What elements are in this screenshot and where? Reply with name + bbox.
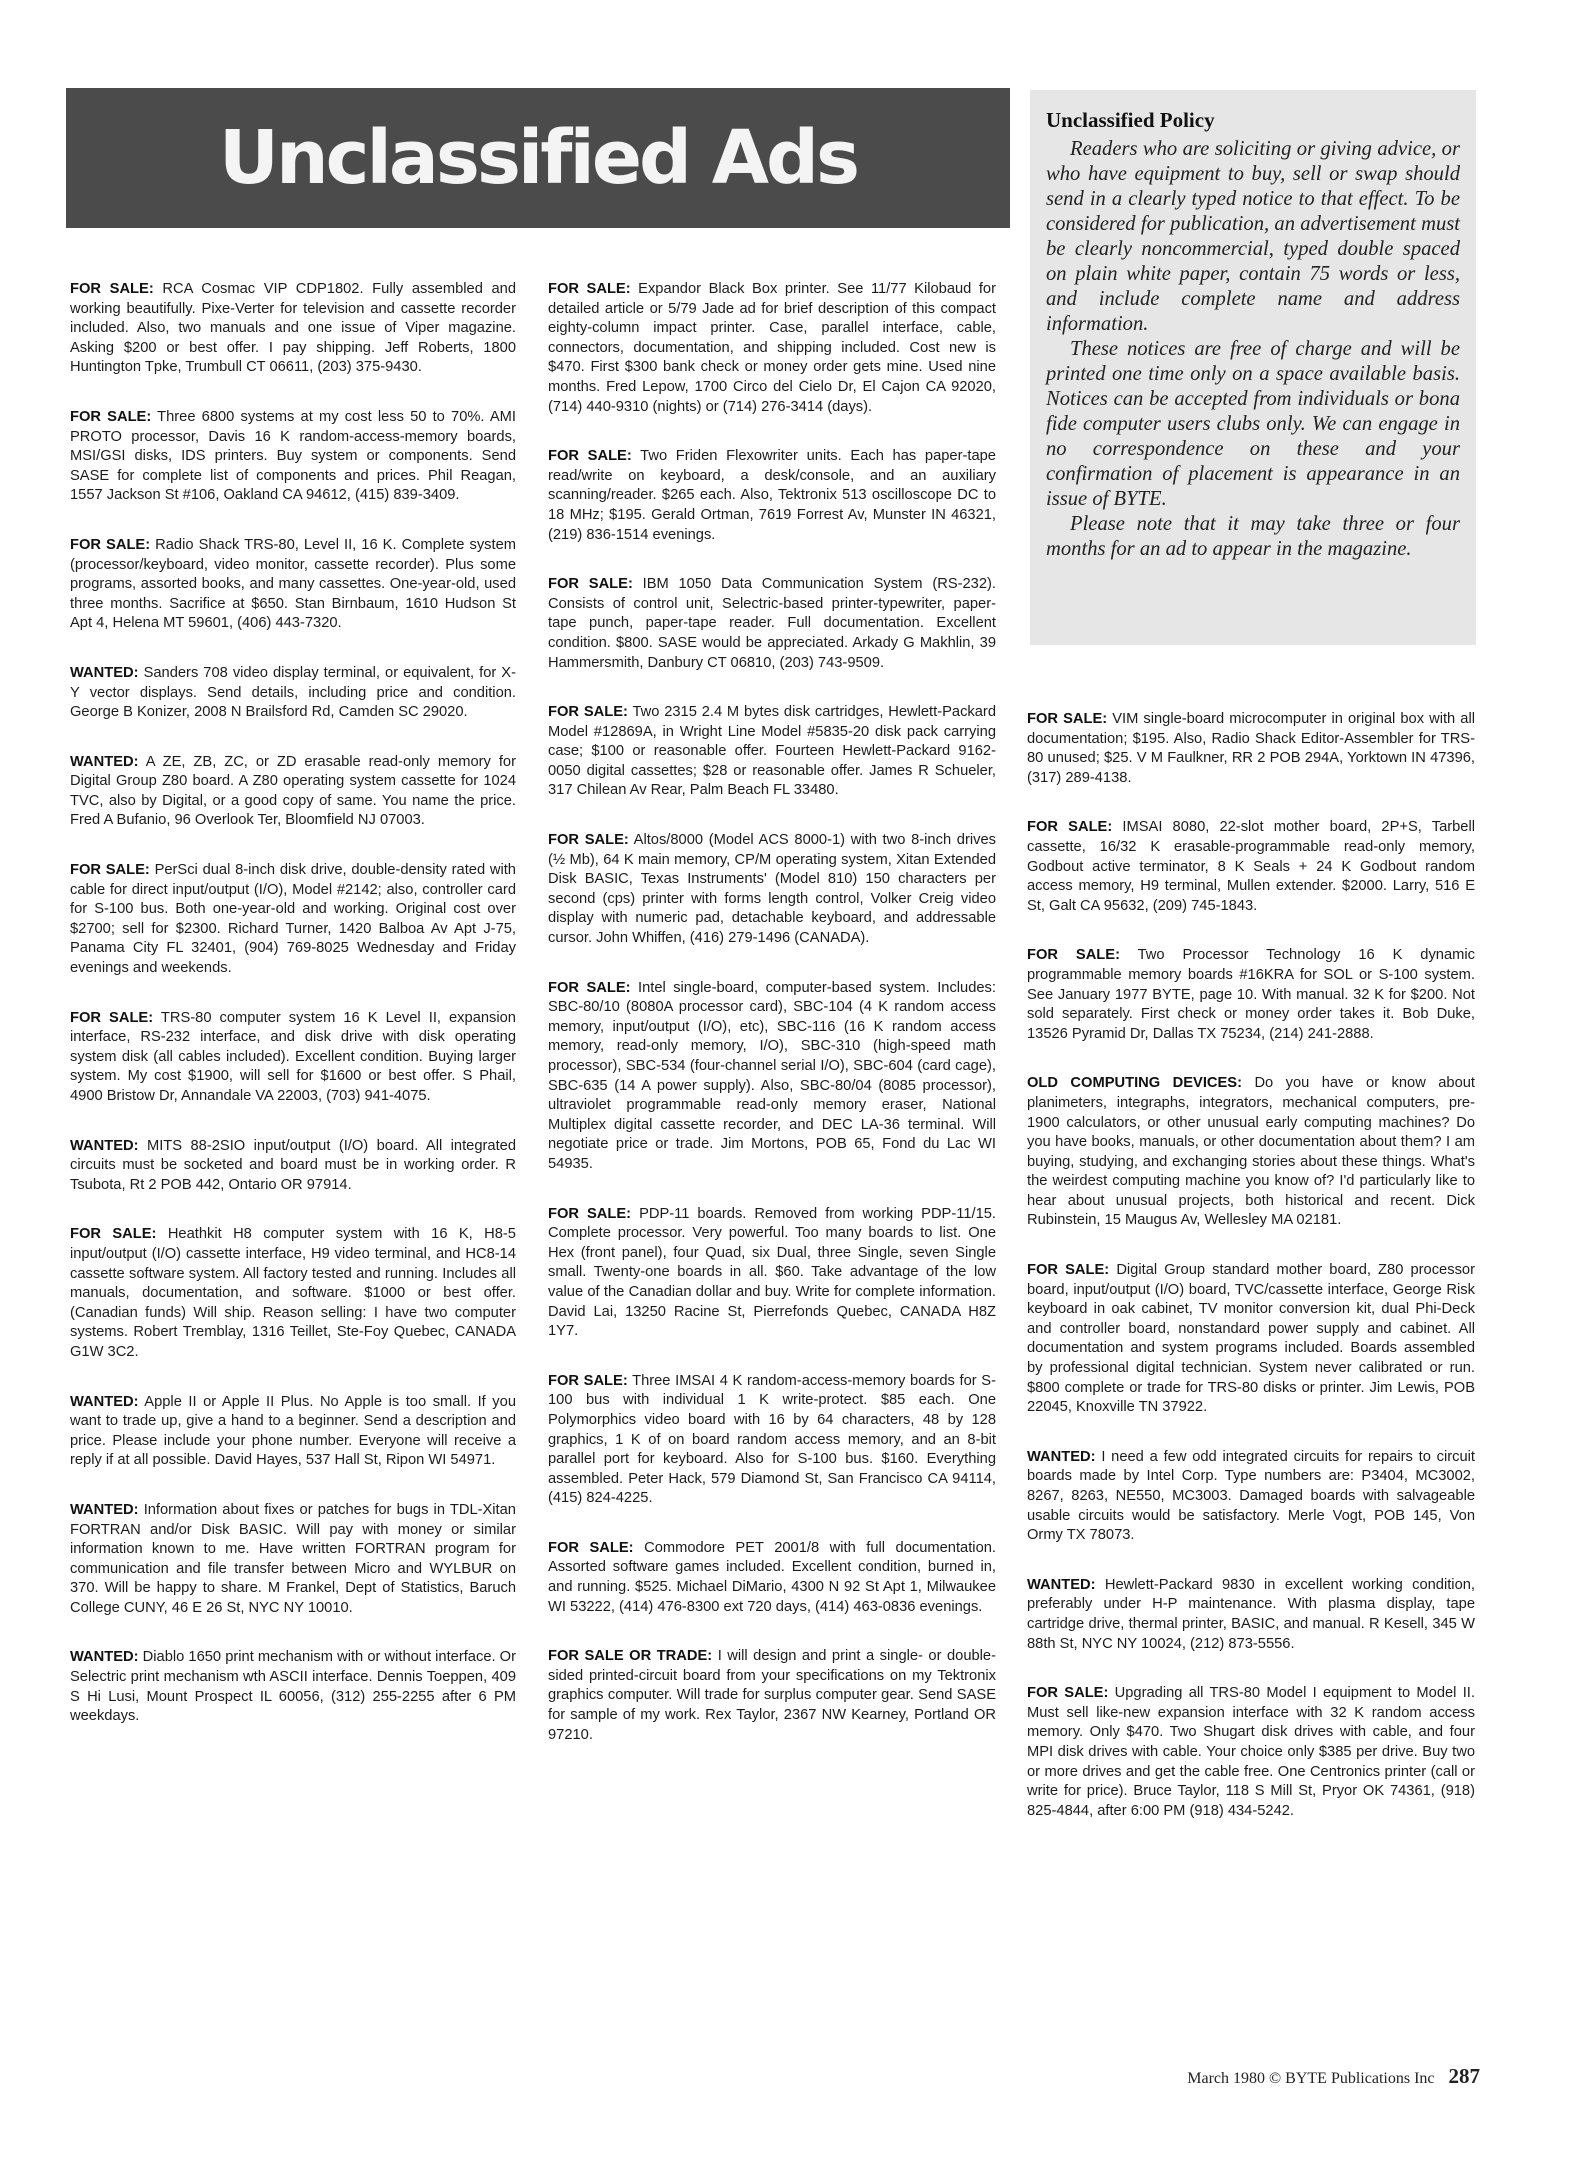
ad-body: Upgrading all TRS-80 Model I equipment to Model II. Must sell like-new expansion interface with 32 K random access memory. Only $470. Two Shugart disk drives with cable, and four MPI disk drives with cable. Your choice only $385 per drive. Buy two or more drives and get the cable free. One Centronics printer (call or write for price). Bruce Taylor, 118 S Mill St, Pryor OK 74361, (918) 825-4844, after 6:00 PM (918) 434-5242. xyxy=(1027,1685,1475,1819)
ad-listing xyxy=(548,1647,996,1745)
ad-type: FOR SALE: xyxy=(548,979,631,996)
ad-body: VIM single-board microcomputer in original box with all documentation; $195. Also, Radio Shack Editor-Assembler for TRS-80 unused; $25. V M Faulkner, RR 2 POB 294A, Yorktown IN 47396, (317) 289-4138. xyxy=(1027,711,1475,786)
page-footer xyxy=(1100,2064,1480,2089)
ad-listing xyxy=(548,1372,996,1509)
ad-body: Three IMSAI 4 K random-access-memory boards for S-100 bus with individual 1 K write-protect. $85 each. One Polymorphics video board with 16 by 64 characters, 48 by 128 graphics, 1 K of on board random access memory, and an 8-bit parallel port for keyboard. Also for S-100 bus. $160. Everything assembled. Peter Hack, 579 Diamond St, San Francisco CA 94114, (415) 824-4225. xyxy=(548,1372,996,1507)
ad-listing xyxy=(548,280,996,417)
ad-type: FOR SALE: xyxy=(1027,1685,1109,1702)
page-number: 287 xyxy=(1448,2064,1480,2088)
ad-listing xyxy=(548,979,996,1175)
ads-column-3 xyxy=(1027,710,1475,1851)
ad-type: FOR SALE: xyxy=(548,448,632,465)
ad-type: WANTED: xyxy=(1027,1448,1096,1465)
ad-type: WANTED: xyxy=(70,753,139,770)
ad-type: FOR SALE OR TRADE: xyxy=(548,1648,713,1665)
ad-type: WANTED: xyxy=(70,1649,139,1666)
ad-listing xyxy=(70,280,516,378)
ads-column-2 xyxy=(548,280,996,1775)
ad-body: MITS 88-2SIO input/output (I/O) board. All integrated circuits must be socketed and board must be in working order. R Tsubota, Rt 2 POB 442, Ontario OR 97914. xyxy=(70,1137,516,1193)
ad-listing xyxy=(70,1648,516,1726)
ad-type: FOR SALE: xyxy=(70,1009,154,1026)
ad-body: Radio Shack TRS-80, Level II, 16 K. Complete system (processor/keyboard, video monitor, cassette recorder). Plus some programs, assorted books, and many cassettes. One-year-old, used three months. Sacrifice at $650. Stan Birnbaum, 1610 Hudson St Apt 4, Helena MT 59601, (406) 443-7320. xyxy=(70,536,516,632)
ad-type: FOR SALE: xyxy=(1027,1262,1110,1279)
ad-type: WANTED: xyxy=(70,1501,139,1518)
ad-body: Two Friden Flexowriter units. Each has paper-tape read/write on keyboard, a desk/console, and an auxiliary scanning/reader. $265 each. Also, Tektronix 513 oscilloscope DC to 18 MHz; $195. Gerald Ortman, 7619 Forrest Av, Munster IN 46321, (219) 836-1514 evenings. xyxy=(548,448,996,543)
ad-listing xyxy=(70,1009,516,1107)
ad-body: RCA Cosmac VIP CDP1802. Fully assembled and working beautifully. Pixe-Verter for television and cassette recorder included. Also, two manuals and one issue of Viper magazine. Asking $200 or best offer. I pay shipping. Jeff Roberts, 1800 Huntington Tpke, Trumbull CT 06611, (203) 375-9430. xyxy=(70,281,517,376)
footer-credit: March 1980 © BYTE Publications Inc xyxy=(1187,2070,1435,2087)
policy-paragraph: These notices are free of charge and will be printed one time only on a space available basis. Notices can be accepted from individuals or bona fide computer users clubs only. We can engage in no correspondence on these and your confirmation of placement is appearance in an issue of BYTE. xyxy=(1046,338,1460,510)
ad-type: FOR SALE: xyxy=(1027,711,1108,727)
ad-listing xyxy=(70,861,516,979)
ad-type: FOR SALE: xyxy=(70,408,152,425)
ad-type: FOR SALE: xyxy=(70,536,151,553)
ad-type: FOR SALE: xyxy=(1027,819,1113,836)
ad-body: Commodore PET 2001/8 with full documentation. Assorted software games included. Excellent condition, burned in, and running. $525. Michael DiMario, 4300 N 92 St Apt 1, Milwaukee WI 53222, (414) 476-8300 ext 720 days, (414) 463-0836 evenings. xyxy=(548,1539,996,1615)
ad-listing xyxy=(70,1501,516,1619)
ad-body: I will design and print a single- or double-sided printed-circuit board from your specifications on my Tektronix graphics computer. Will trade for surplus computer gear. Send SASE for sample of my work. Rex Taylor, 2367 NW Kearney, Portland OR 97210. xyxy=(548,1648,996,1743)
section-title: Unclassified Ads xyxy=(218,115,858,201)
ad-type: WANTED: xyxy=(70,664,139,681)
ad-type: FOR SALE: xyxy=(548,704,628,721)
ad-listing xyxy=(1027,1074,1475,1231)
policy-paragraph: Readers who are soliciting or giving advice, or who have equipment to buy, sell or swap should send in a clearly typed notice to that effect. To be considered for publication, an advertisement must be clearly noncommercial, typed double spaced on plain white paper, contain 75 words or less, and include complete name and address information. xyxy=(1046,138,1460,335)
ad-listing xyxy=(548,703,996,801)
policy-box xyxy=(1030,90,1476,645)
ad-body: PerSci dual 8-inch disk drive, double-density rated with cable for direct input/output (I/O), Model #2142; also, controller card for S-100 bus. Both one-year-old and working. Original cost over $2700; sell for $2300. Richard Turner, 1420 Balboa Av Apt J-75, Panama City FL 32401, (904) 769-8025 Wednesday and Friday evenings and weekends. xyxy=(70,862,516,977)
ad-type: FOR SALE: xyxy=(548,576,633,593)
ad-body: Diablo 1650 print mechanism with or without interface. Or Selectric print mechanism wth ASCII interface. Dennis Toeppen, 409 S Hi Lusi, Mount Prospect IL 60056, (312) 255-2255 after 6 PM weekdays. xyxy=(70,1649,516,1725)
ad-body: Two 2315 2.4 M bytes disk cartridges, Hewlett-Packard Model #12869A, in Wright Line Model #5835-20 disk pack carrying case; $100 or reasonable offer. Fourteen Hewlett-Packard 9162-0050 digital cassettes; $28 or reasonable offer. James R Schueler, 317 Chilean Av Rear, Palm Beach FL 33480. xyxy=(548,704,996,799)
ad-body: Do you have or know about planimeters, integraphs, integrators, mechanical computers, pre-1900 calculators, or other unusual early computing machines? Do you have books, manuals, or other documentation about them? I am buying, studying, and exchanging stories about these things. What's the weirdest computing machine you know of? I'd particularly like to hear about unusual projects, both historical and recent. Dick Rubinstein, 15 Maugus Av, Wellesley MA 02181. xyxy=(1027,1075,1475,1229)
ad-listing xyxy=(548,831,996,949)
ad-listing xyxy=(70,536,516,634)
ad-body: Information about fixes or patches for bugs in TDL-Xitan FORTRAN and/or Disk BASIC. Will pay with money or similar information known to me. Have written FORTRAN program for communication and file transfer between Micro and WYLBUR on 370. Will be happy to share. M Frankel, Dept of Statistics, Baruch College CUNY, 46 E 26 St, NYC NY 10010. xyxy=(70,1501,516,1616)
ad-listing xyxy=(1027,1448,1475,1546)
ad-listing xyxy=(548,575,996,673)
ad-type: FOR SALE: xyxy=(548,1372,628,1389)
ad-listing xyxy=(70,1393,516,1471)
ad-type: FOR SALE: xyxy=(548,832,629,849)
ad-type: FOR SALE: xyxy=(548,1205,632,1222)
ad-body: Two Processor Technology 16 K dynamic programmable memory boards #16KRA for SOL or S-100 system. See January 1977 BYTE, page 10. With manual. 32 K for $200. Not sold separately. First check or money order takes it. Bob Duke, 13526 Pyramid Dr, Dallas TX 75234, (214) 241-2888. xyxy=(1027,947,1475,1042)
ad-listing xyxy=(70,1225,516,1362)
ads-column-1 xyxy=(70,280,516,1757)
ad-listing xyxy=(1027,1684,1475,1821)
ad-type: FOR SALE: xyxy=(70,862,150,879)
ad-listing xyxy=(548,1539,996,1617)
ad-listing xyxy=(70,753,516,831)
ad-body: IBM 1050 Data Communication System (RS-232). Consists of control unit, Selectric-based printer-typewriter, paper-tape punch, paper-tape reader. Full documentation. Excellent condition. $800. SASE would be appreciated. Arkady G Makhlin, 39 Hammersmith, Danbury CT 06810, (203) 743-9509. xyxy=(548,576,996,671)
ad-type: FOR SALE: xyxy=(70,281,154,297)
ad-body: Apple II or Apple II Plus. No Apple is too small. If you want to trade up, give a hand to a beginner. Send a description and price. Please include your phone number. Everyone will receive a reply if at all possible. David Hayes, 537 Hall St, Ripon WI 54971. xyxy=(70,1393,516,1469)
ad-body: Digital Group standard mother board, Z80 processor board, input/output (I/O) board, TVC/cassette interface, George Risk keyboard in oak cabinet, TV monitor conversion kit, dual Phi-Deck and controller board, nonstandard power supply and cabinet. All documentation and system programs included. Boards assembled by professional digital technician. System never calibrated or run. $800 complete or trade for TRS-80 disks or printer. Jim Lewis, POB 22045, Knoxville TN 37922. xyxy=(1027,1262,1475,1416)
ad-listing xyxy=(1027,710,1475,788)
ad-listing xyxy=(1027,1261,1475,1418)
ad-type: FOR SALE: xyxy=(548,1539,634,1556)
ad-type: WANTED: xyxy=(70,1393,139,1410)
ad-body: A ZE, ZB, ZC, or ZD erasable read-only memory for Digital Group Z80 board. A Z80 operating system cassette for 1024 TVC, also by Digital, or a good copy of same. You name the price. Fred A Bufanio, 96 Overlook Ter, Bloomfield NJ 07003. xyxy=(70,753,516,829)
ad-type: FOR SALE: xyxy=(70,1226,157,1243)
ad-body: TRS-80 computer system 16 K Level II, expansion interface, RS-232 interface, and disk drive with disk operating system disk (all cables included). Excellent condition. Buying larger system. My cost $1900, will sell for $1600 or best offer. S Phail, 4900 Bristow Dr, Annandale VA 22003, (703) 941-4075. xyxy=(70,1009,516,1104)
ad-listing xyxy=(70,664,516,723)
ad-type: WANTED: xyxy=(70,1137,139,1154)
ad-body: PDP-11 boards. Removed from working PDP-11/15. Complete processor. Very powerful. Too many boards to list. One Hex (front panel), four Quad, six Dual, three Single, seven Single small. Twenty-one boards in all. $60. Take advantage of the low value of the Canadian dollar and buy. Write for complete information. David Lai, 13250 Racine St, Pierrefonds Quebec, CANADA H8Z 1Y7. xyxy=(548,1205,996,1340)
ad-body: Three 6800 systems at my cost less 50 to 70%. AMI PROTO processor, Davis 16 K random-access-memory boards, MSI/GSI disks, IDS printers. Buy system or components. Send SASE for complete list of components and prices. Phil Reagan, 1557 Jackson St #106, Oakland CA 94612, (415) 839-3409. xyxy=(70,408,516,504)
ad-listing xyxy=(1027,946,1475,1044)
ad-body: Expandor Black Box printer. See 11/77 Kilobaud for detailed article or 5/79 Jade ad for brief description of this compact eighty-column impact printer. Case, parallel interface, cable, connectors, documentation, and shipping included. Cost new is $470. First $300 bank check or money order gets mine. Used nine months. Fred Lepow, 1700 Circo del Cielo Dr, El Cajon CA 92020, (714) 440-9310 (nights) or (714) 276-3414 (days). xyxy=(548,281,996,415)
ad-body: Intel single-board, computer-based system. Includes: SBC-80/10 (8080A processor card), SBC-104 (4 K random access memory, input/output (I/O), etc), SBC-116 (16 K random access memory, read-only memory, I/O), SBC-310 (high-speed math processor), SBC-534 (four-channel serial I/O), SBC-604 (card cage), SBC-635 (14 A power supply). Also, SBC-80/04 (8085 processor), ultraviolet programmable read-only memory eraser, National Multiplex digital cassette recorder, and DEC LA-36 terminal. Will negotiate price or trade. Jim Mortons, POB 65, Fond du Lac WI 54935. xyxy=(548,979,996,1172)
policy-paragraph: Please note that it may take three or four months for an ad to appear in the magazine. xyxy=(1046,513,1460,560)
ad-listing xyxy=(1027,1576,1475,1654)
ad-listing xyxy=(70,408,516,506)
ad-listing xyxy=(548,447,996,545)
ad-listing xyxy=(548,1205,996,1342)
ad-type: OLD COMPUTING DEVICES: xyxy=(1027,1075,1242,1092)
ad-body: Altos/8000 (Model ACS 8000-1) with two 8-inch drives (½ Mb), 64 K main memory, CP/M operating system, Xitan Extended Disk BASIC, Texas Instruments' (Model 810) 150 characters per second (cps) printer with forms length control, Volker Creig video display with numeric pad, detachable keyboard, and addressable cursor. John Whiffen, (416) 279-1496 (CANADA). xyxy=(548,832,996,947)
ad-body: Hewlett-Packard 9830 in excellent working condition, preferably under H-P maintenance. With plasma display, tape cartridge drive, thermal printer, BASIC, and manual. R Kesell, 345 W 88th St, NYC NY 10024, (212) 873-5556. xyxy=(1027,1576,1475,1652)
ad-listing xyxy=(1027,818,1475,916)
ad-type: FOR SALE: xyxy=(1027,947,1120,964)
ad-listing xyxy=(70,1137,516,1196)
section-banner xyxy=(66,88,1010,228)
ad-type: WANTED: xyxy=(1027,1576,1096,1593)
ad-body: I need a few odd integrated circuits for repairs to circuit boards made by Intel Corp. Type numbers are: P3404, MC3002, 8267, 8263, NE550, MC3003. Damaged boards with salvageable usable circuits would be satisfactory. Merle Vogt, POB 145, Von Ormy TX 78073. xyxy=(1027,1448,1475,1544)
ad-type: FOR SALE: xyxy=(548,281,631,297)
ad-body: Sanders 708 video display terminal, or equivalent, for X-Y vector displays. Send details, including price and condition. George B Konizer, 2008 N Brailsford Rd, Camden SC 29020. xyxy=(70,664,516,721)
policy-title: Unclassified Policy xyxy=(1046,108,1215,132)
ad-body: Heathkit H8 computer system with 16 K, H8-5 input/output (I/O) cassette interface, H9 video terminal, and HC8-14 cassette software system. All factory tested and running. Includes all manuals, documentation, and software. $1000 or best offer. (Canadian funds) Will ship. Reason selling: I have two computer systems. Robert Tremblay, 1316 Teillet, Ste-Foy Quebec, CANADA G1W 3C2. xyxy=(70,1226,516,1360)
ad-body: IMSAI 8080, 22-slot mother board, 2P+S, Tarbell cassette, 16/32 K erasable-programmable read-only memory, Godbout active terminator, 8 K Seals + 24 K Godbout random access memory, H9 terminal, Mullen extender. $2000. Larry, 516 E St, Galt CA 95632, (209) 745-1843. xyxy=(1027,819,1475,914)
